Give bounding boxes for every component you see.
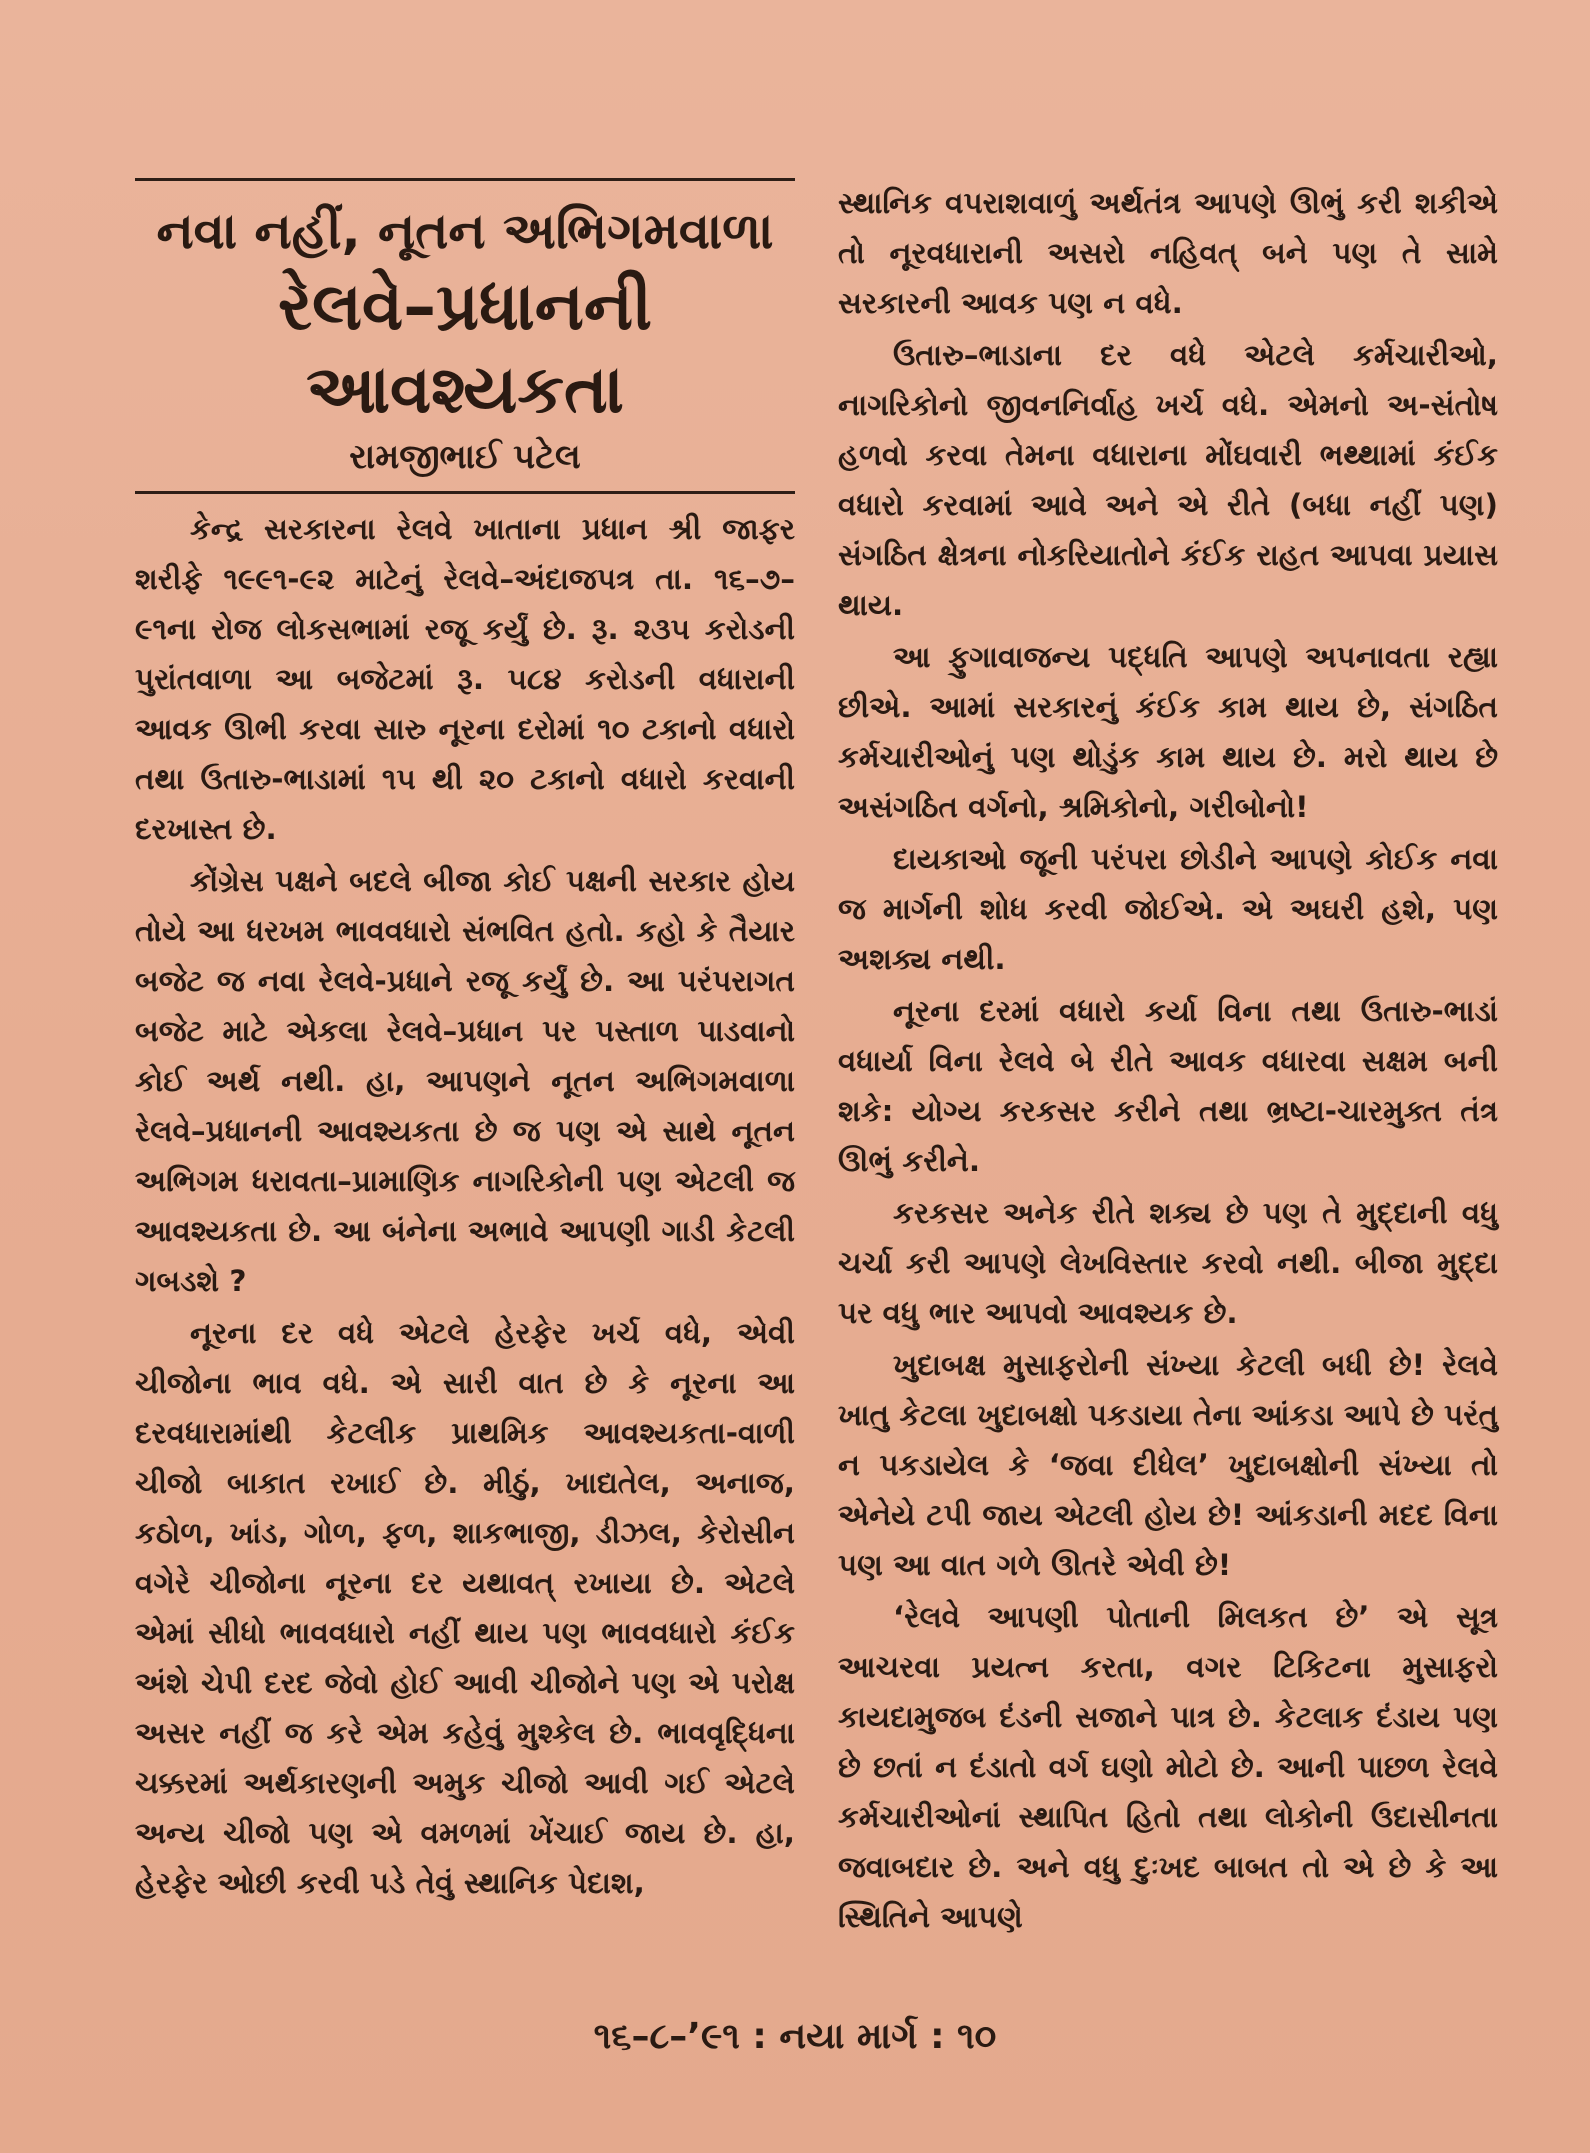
headline-line2: રેલવે–પ્રધાનની આવશ્યકતા — [278, 268, 652, 428]
right-paragraph-5: નૂરના દરમાં વધારો કર્યા વિના તથા ઉતારુ-ભાડાં વધાર્યા વિના રેલવે બે રીતે આવક વધારવા સક્ષમ બની શકે: યોગ્ય કરકસર કરીને તથા ભ્રષ્ટા-ચારમુક્ત તંત્ર ઊભું કરીને. — [838, 994, 1498, 1178]
right-paragraph-6: કરકસર અનેક રીતે શક્ય છે પણ તે મુદ્દાની વધુ ચર્ચા કરી આપણે લેખવિસ્તાર કરવો નથી. બીજા મુદ્દા પર વધુ ભાર આપવો આવશ્યક છે. — [838, 1196, 1498, 1330]
right-column — [838, 178, 1498, 1944]
right-paragraph-3: આ ફુગાવાજન્ય પદ્ધતિ આપણે અપનાવતા રહ્યા છીએ. આમાં સરકારનું કંઈક કામ થાય છે, સંગઠિત કર્મચારીઓનું પણ થોડુંક કામ થાય છે. મરો થાય છે અસંગઠિત વર્ગનો, શ્રમિકોનો, ગરીબોનો! — [838, 640, 1498, 824]
right-paragraph-8: ‘રેલવે આપણી પોતાની મિલકત છે’ એ સૂત્ર આચરવા પ્રયત્ન કરતા, વગર ટિકિટના મુસાફરો કાયદામુજબ દંડની સજાને પાત્ર છે. કેટલાક દંડાય પણ છે છતાં ન દંડાતો વર્ગ ઘણો મોટો છે. આની પાછળ રેલવે કર્મચારીઓનાં સ્થાપિત હિતો તથા લોકોની ઉદાસીનતા જવાબદાર છે. અને વધુ દુઃખદ બાબત તો એ છે કે આ સ્થિતિને આપણે — [838, 1600, 1498, 1934]
bottom-rule — [135, 491, 795, 494]
headline-line1: નવા નહીં, નૂતન અભિગમવાળા — [156, 202, 774, 260]
left-paragraph-2: કોંગ્રેસ પક્ષને બદલે બીજા કોઈ પક્ષની સરકાર હોય તોયે આ ધરખમ ભાવવધારો સંભવિત હતો. કહો કે તૈયાર બજેટ જ નવા રેલવે-પ્રધાને રજૂ કર્યું છે. આ પરંપરાગત બજેટ માટે એકલા રેલવે–પ્રધાન પર પસ્તાળ પાડવાનો કોઈ અર્થ નથી. હા, આપણને નૂતન અભિગમવાળા રેલવે–પ્રધાનની આવશ્યકતા છે જ પણ એ સાથે નૂતન અભિગમ ધરાવતા–પ્રામાણિક નાગરિકોની પણ એટલી જ આવશ્યકતા છે. આ બંનેના અભાવે આપણી ગાડી કેટલી ગબડશે ? — [135, 864, 795, 1298]
page-footer: ૧૬–૮–’૯૧ : નયા માર્ગ : ૧૦ — [593, 2016, 997, 2057]
left-paragraph-3: નૂરના દર વધે એટલે હેરફેર ખર્ચ વધે, એવી ચીજોના ભાવ વધે. એ સારી વાત છે કે નૂરના આ દરવધારામાંથી કેટલીક પ્રાથમિક આવશ્યકતા-વાળી ચીજો બાકાત રખાઈ છે. મીઠું, ખાદ્યતેલ, અનાજ, કઠોળ, ખાંડ, ગોળ, ફળ, શાકભાજી, ડીઝલ, કેરોસીન વગેરે ચીજોના નૂરના દર યથાવત્ રખાયા છે. એટલે એમાં સીધો ભાવવધારો નહીં થાય પણ ભાવવધારો કંઈક અંશે ચેપી દરદ જેવો હોઈ આવી ચીજોને પણ એ પરોક્ષ અસર નહીં જ કરે એમ કહેવું મુશ્કેલ છે. ભાવવૃદ્ધિના ચક્કરમાં અર્થકારણની અમુક ચીજો આવી ગઈ એટલે અન્ય ચીજો પણ એ વમળમાં ખેંચાઈ જાય છે. હા, હેરફેર ઓછી કરવી પડે તેવું સ્થાનિક પેદાશ, — [135, 1316, 795, 1900]
right-paragraph-4: દાયકાઓ જૂની પરંપરા છોડીને આપણે કોઈક નવા જ માર્ગની શોધ કરવી જોઈએ. એ અઘરી હશે, પણ અશક્ય નથી. — [838, 842, 1498, 976]
left-paragraph-1: કેન્દ્ર સરકારના રેલવે ખાતાના પ્રધાન શ્રી જાફર શરીફે ૧૯૯૧-૯૨ માટેનું રેલવે–અંદાજપત્ર તા. ૧૬–૭–૯૧ના રોજ લોકસભામાં રજૂ કર્યું છે. રૂ. ૨૩૫ કરોડની પુરાંતવાળા આ બજેટમાં રૂ. ૫૮૪ કરોડની વધારાની આવક ઊભી કરવા સારુ નૂરના દરોમાં ૧૦ ટકાનો વધારો તથા ઉતારુ-ભાડામાં ૧૫ થી ૨૦ ટકાનો વધારો કરવાની દરખાસ્ત છે. — [135, 512, 795, 846]
left-column — [135, 178, 795, 1910]
right-paragraph-7: ખુદાબક્ષ મુસાફરોની સંખ્યા કેટલી બધી છે! રેલવે ખાતુ કેટલા ખુદાબક્ષો પકડાયા તેના આંકડા આપે છે પરંતુ ન પકડાયેલ કે ‘જવા દીધેલ’ ખુદાબક્ષોની સંખ્યા તો એનેયે ટપી જાય એટલી હોય છે! આંકડાની મદદ વિના પણ આ વાત ગળે ઊતરે એવી છે! — [838, 1348, 1498, 1582]
right-paragraph-2: ઉતારુ–ભાડાના દર વધે એટલે કર્મચારીઓ, નાગરિકોનો જીવનનિર્વાહ ખર્ચ વધે. એમનો અ-સંતોષ હળવો કરવા તેમના વધારાના મોંઘવારી ભથ્થામાં કંઈક વધારો કરવામાં આવે અને એ રીતે (બધા નહીં પણ) સંગઠિત ક્ષેત્રના નોકરિયાતોને કંઈક રાહત આપવા પ્રયાસ થાય. — [838, 338, 1498, 622]
author-name: રામજીભાઈ પટેલ — [349, 437, 581, 477]
top-rule — [135, 178, 795, 181]
right-paragraph-1: સ્થાનિક વપરાશવાળું અર્થતંત્ર આપણે ઊભું કરી શકીએ તો નૂરવધારાની અસરો નહિવત્ બને પણ તે સામે સરકારની આવક પણ ન વધે. — [838, 186, 1498, 320]
